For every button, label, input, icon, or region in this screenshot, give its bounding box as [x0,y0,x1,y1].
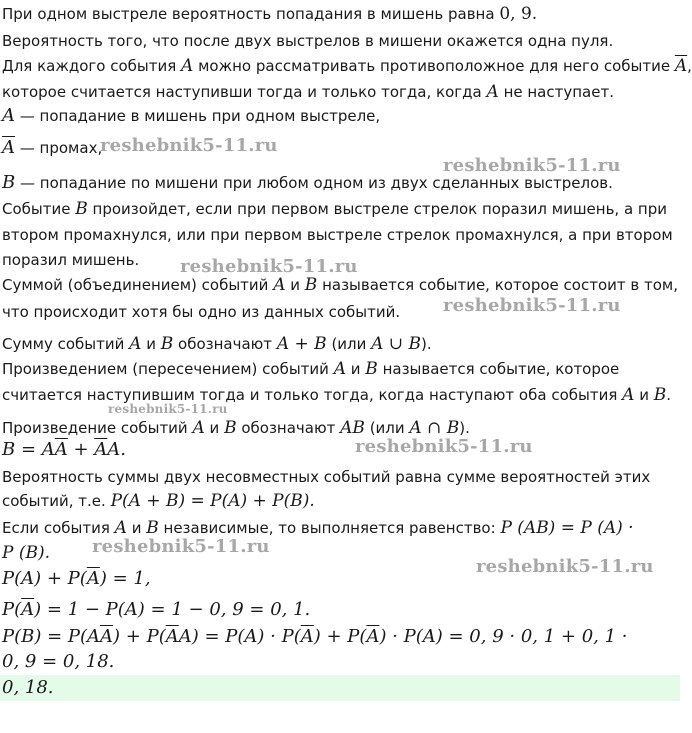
text-line-10 [2,250,139,270]
formula-pb: $P(B) = P(A\overline{A}) + P(\overline{A}A) = P(A) \cdot P(\overline{A}) + P(\overline{A}) \cdot P(A) = 0$, 9 · 0, 1 + 0, 1 · [2,626,628,647]
sentence: называется событие, которое состоит в том, [322,276,678,294]
sentence: — попадание в мишень при одном выстреле, [19,107,381,125]
sentence: — промах, [19,139,103,157]
math-event-b: B [653,385,667,405]
sentence: втором промахнулся, или при первом выстреле стрелок промахнулся, а при втором [2,226,673,244]
math-event-not-a: $\overline{A}$ [2,137,15,158]
text-line-7 [2,173,613,193]
sentence: — попадание по мишени при любом одном из двух сделанных выстрелов. [20,174,613,192]
text-line-16 [2,418,470,438]
math-intersection: A ∩ B [409,418,460,438]
sentence: и [131,519,142,537]
math-independence: P (AB) = P (A) · [500,518,634,538]
formula-result: 0, 9 = 0, 18. [2,651,115,672]
sentence: Событие [2,200,71,218]
sentence: независимые, то выполняется равенство: [163,519,496,537]
text-line-4 [2,82,614,102]
sentence: Сумму событий [2,335,125,353]
sentence: (или [331,335,367,353]
math-event-a: A [333,359,346,379]
sentence: и [639,386,649,404]
text-line-19 [2,491,315,511]
answer-box [0,675,680,701]
math-event-not-a: $\overline{A}$ [674,56,688,76]
text-line-12 [2,302,400,322]
math-union: A ∪ B [371,334,421,354]
text-line-20 [2,518,634,538]
math-event-a: A [622,385,635,405]
sentence: Если события [2,519,110,537]
sentence: обозначают [178,335,273,353]
sentence: При одном выстреле вероятность попадания в мишень равна [2,5,495,23]
sentence: что происходит хотя бы одно из данных событий. [2,303,401,321]
sentence: которое считается наступивши тогда и только тогда, когда [2,83,482,101]
math-value: 0, 9. [499,4,538,24]
sentence: Произведением (пересечением) событий [2,360,329,378]
math-event-a: A [192,418,205,438]
sentence: считается наступившим тогда и только тогда, когда наступают оба события [2,386,618,404]
text-line-13 [2,334,432,354]
sentence: обозначают [241,419,336,437]
math-event-b: B [224,418,237,438]
sentence: Вероятность суммы двух несовместных событий равна сумме вероятностей этих [2,468,651,486]
math-event-b: B [2,172,16,193]
text-line-3: Для каждого события A можно рассматривать противоположное для него событие $\overline{A}$, [2,56,692,76]
formula-complement: $P(A) + P(\overline{A}) = 1$, [2,568,151,589]
watermark: reshebnik5-11.ru [92,536,270,557]
watermark: reshebnik5-11.ru [108,402,228,416]
sentence: событий, т.е. [2,492,106,510]
math-event-b: B [304,275,318,295]
math-sum: A + B [276,334,327,354]
math-event-b: B [365,359,378,379]
sentence: Для каждого события [2,57,177,75]
math-product: AB [340,418,365,438]
math-event-b: B [146,518,159,538]
sentence: можно рассматривать противоположное для него событие [198,57,671,75]
sentence: и [146,335,156,353]
watermark: reshebnik5-11.ru [180,256,358,277]
sentence: ). [420,335,432,353]
sentence: и [350,360,361,378]
answer-value: 0, 18. [2,677,54,698]
sentence: произойдет, если при первом выстреле стрелок поразил мишень, а при [92,200,667,218]
sentence: Произведение событий [2,419,188,437]
math-event-a: A [129,334,142,354]
math-sum-rule: P(A + B) = P(A) + P(B). [110,491,315,511]
text-line-5 [2,106,380,126]
watermark: reshebnik5-11.ru [355,436,533,457]
sentence: (или [369,419,405,437]
math-event-a: A [273,275,286,295]
formula-not-a: $P(\overline{A}) = 1 - P(A) = 1 - 0$, 9 = 0, 1. [2,599,311,620]
sentence: и [209,419,220,437]
sentence: и [290,276,301,294]
text-line-8 [2,199,667,219]
sentence: Вероятность того, что после двух выстрелов в мишени окажется одна пуля. [2,32,614,50]
text-line-2 [2,31,613,51]
text-line-14 [2,359,619,379]
math-event-a: A [181,56,194,76]
math-event-a: A [486,82,499,102]
text-line-21: P (B). [2,543,51,563]
text-line-9 [2,225,673,245]
sentence: поразил мишень. [2,251,140,269]
math-event-b: B [160,334,174,354]
watermark: reshebnik5-11.ru [443,155,621,176]
text-line-15: считается наступившим тогда и только тогда, когда наступают оба события A и B. [2,385,672,405]
text-line-18 [2,467,650,487]
math-event-a: A [2,105,15,126]
watermark: reshebnik5-11.ru [443,295,621,316]
text-line-6 [2,138,102,158]
math-event-b: B [75,199,88,219]
text-line-1 [2,4,537,24]
sentence: ). [459,419,470,437]
sentence: Суммой (объединением) событий [2,276,269,294]
text-line-11 [2,275,678,295]
watermark: reshebnik5-11.ru [476,556,654,577]
math-event-a: A [114,518,127,538]
watermark: reshebnik5-11.ru [100,135,278,156]
sentence: не наступает. [503,83,614,101]
formula-b: $B = A\overline{A} + \overline{A}A$. [2,439,127,460]
sentence: называется событие, которое [382,360,620,378]
